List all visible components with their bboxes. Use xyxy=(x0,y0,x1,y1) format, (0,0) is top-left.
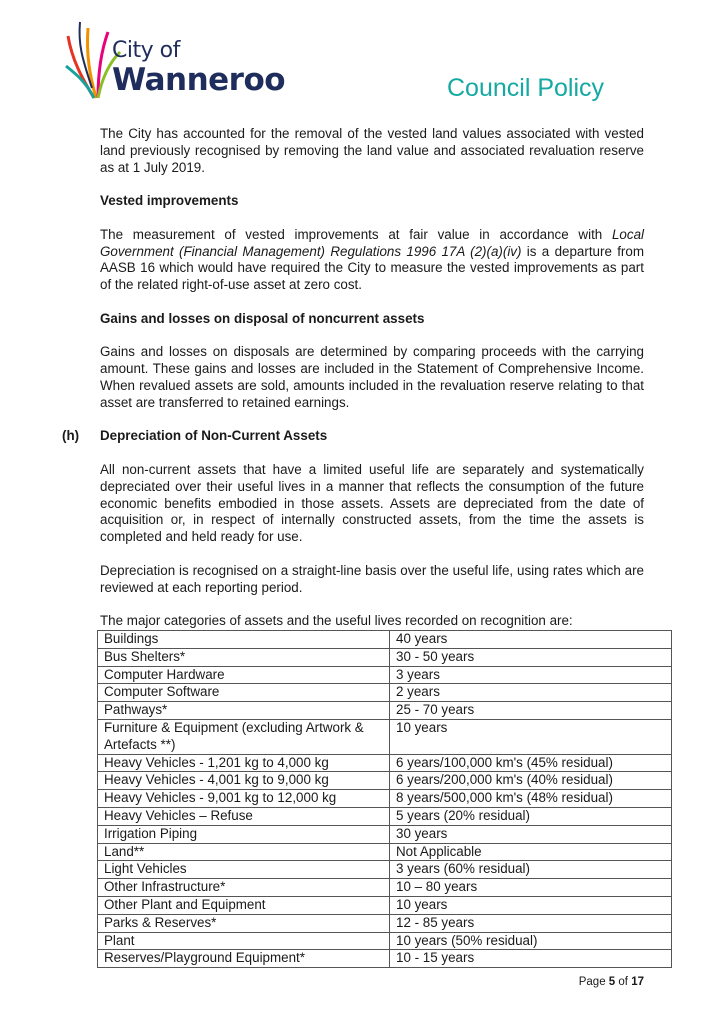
asset-category-cell: Bus Shelters* xyxy=(98,648,390,666)
table-row xyxy=(98,666,672,684)
asset-category-cell: Pathways* xyxy=(98,702,390,720)
table-row xyxy=(98,648,672,666)
asset-category-cell: Heavy Vehicles – Refuse xyxy=(98,807,390,825)
regulation-reference: Local Government (Financial Management) Regulations 1996 17A (2)(a)(iv) xyxy=(100,226,644,259)
asset-category-cell: Computer Software xyxy=(98,684,390,702)
asset-category-cell: Parks & Reserves* xyxy=(98,914,390,932)
useful-life-cell: 10 years xyxy=(390,719,672,754)
useful-life-cell: 10 – 80 years xyxy=(390,879,672,897)
table-row xyxy=(98,896,672,914)
useful-life-cell: 40 years xyxy=(390,631,672,649)
useful-life-cell: 5 years (20% residual) xyxy=(390,807,672,825)
useful-life-cell: 3 years (60% residual) xyxy=(390,861,672,879)
table-row xyxy=(98,754,672,772)
table-row xyxy=(98,790,672,808)
paragraph-major-categories: The major categories of assets and the useful lives recorded on recognition are: xyxy=(100,613,573,629)
section-label: (h) xyxy=(62,428,80,444)
table-row xyxy=(98,879,672,897)
useful-life-cell: 12 - 85 years xyxy=(390,914,672,932)
page-number: 5 xyxy=(608,976,616,988)
doc-type-title: Council Policy xyxy=(447,74,605,102)
table-row xyxy=(98,684,672,702)
table-row xyxy=(98,772,672,790)
asset-category-cell: Other Plant and Equipment xyxy=(98,896,390,914)
useful-life-cell: 25 - 70 years xyxy=(390,702,672,720)
page-footer xyxy=(579,976,644,988)
asset-category-cell: Irrigation Piping xyxy=(98,825,390,843)
table-row xyxy=(98,702,672,720)
table-row xyxy=(98,914,672,932)
paragraph-vested-improvements xyxy=(100,227,644,294)
useful-life-cell: 30 years xyxy=(390,825,672,843)
useful-life-cell: Not Applicable xyxy=(390,843,672,861)
page-word: Page xyxy=(578,976,606,988)
useful-lives-table xyxy=(97,630,672,968)
paragraph-straight-line: Depreciation is recognised on a straight-line basis over the useful life, using rates which are reviewed at each reporting period. xyxy=(100,562,644,595)
table-row xyxy=(98,825,672,843)
paragraph-depreciation: All non-current assets that have a limited useful life are separately and systematically depreciated over their useful lives in a manner that reflects the consumption of the future economic benefits embodied in those assets. Assets are depreciated from the date of acquisition or, in respect of internally constructed assets, from the time the assets is completed and held ready for use. xyxy=(100,461,644,545)
asset-category-cell: Plant xyxy=(98,932,390,950)
table-row xyxy=(98,719,672,754)
useful-life-cell: 10 years (50% residual) xyxy=(390,932,672,950)
paragraph-gains-losses: Gains and losses on disposals are determined by comparing proceeds with the carrying amount. These gains and losses are included in the Statement of Comprehensive Income. When revalued assets are sold, amounts included in the revaluation reserve relating to that asset are transferred to retained earnings. xyxy=(100,344,644,410)
asset-category-cell: Furniture & Equipment (excluding Artwork & Artefacts **) xyxy=(98,719,390,754)
useful-life-cell: 6 years/200,000 km's (40% residual) xyxy=(390,772,672,790)
asset-category-cell: Heavy Vehicles - 4,001 kg to 9,000 kg xyxy=(98,772,390,790)
policy-body xyxy=(62,126,644,630)
useful-life-cell: 10 - 15 years xyxy=(390,950,672,968)
useful-life-cell: 3 years xyxy=(390,666,672,684)
useful-life-cell: 10 years xyxy=(390,896,672,914)
heading-vested-improvements: Vested improvements xyxy=(100,193,239,209)
asset-category-cell: Land** xyxy=(98,843,390,861)
table-row xyxy=(98,807,672,825)
asset-category-cell: Reserves/Playground Equipment* xyxy=(98,950,390,968)
logo-text-city-of: City of xyxy=(112,38,180,63)
table-row xyxy=(98,950,672,968)
p2-text-a: The measurement of vested improvements at fair value in accordance with xyxy=(100,226,612,242)
useful-life-cell: 30 - 50 years xyxy=(390,648,672,666)
asset-category-cell: Heavy Vehicles - 1,201 kg to 4,000 kg xyxy=(98,754,390,772)
asset-category-cell: Light Vehicles xyxy=(98,861,390,879)
p2-text-b: is a departure from AASB 16 which would have required the City to measure the vested improvements as part of the related right-of-use asset at zero cost. xyxy=(100,243,644,293)
asset-category-cell: Other Infrastructure* xyxy=(98,879,390,897)
heading-gains-losses: Gains and losses on disposal of noncurrent assets xyxy=(100,310,425,326)
asset-category-cell: Heavy Vehicles - 9,001 kg to 12,000 kg xyxy=(98,790,390,808)
asset-category-cell: Computer Hardware xyxy=(98,666,390,684)
useful-life-cell: 2 years xyxy=(390,684,672,702)
table-row xyxy=(98,861,672,879)
section-h-heading xyxy=(62,428,644,445)
table-row xyxy=(98,631,672,649)
useful-life-cell: 8 years/500,000 km's (48% residual) xyxy=(390,790,672,808)
logo-text-wanneroo: Wanneroo xyxy=(112,62,286,98)
useful-life-cell: 6 years/100,000 km's (45% residual) xyxy=(390,754,672,772)
paragraph-vested-land: The City has accounted for the removal of the vested land values associated with vested land previously recognised by removing the land value and associated revaluation reserve as at 1 July 2019. xyxy=(100,126,644,175)
table-row xyxy=(98,843,672,861)
page-total: 17 xyxy=(631,976,644,988)
of-word: of xyxy=(618,976,628,988)
asset-category-cell: Buildings xyxy=(98,631,390,649)
section-title: Depreciation of Non-Current Assets xyxy=(100,428,328,444)
table-row xyxy=(98,932,672,950)
